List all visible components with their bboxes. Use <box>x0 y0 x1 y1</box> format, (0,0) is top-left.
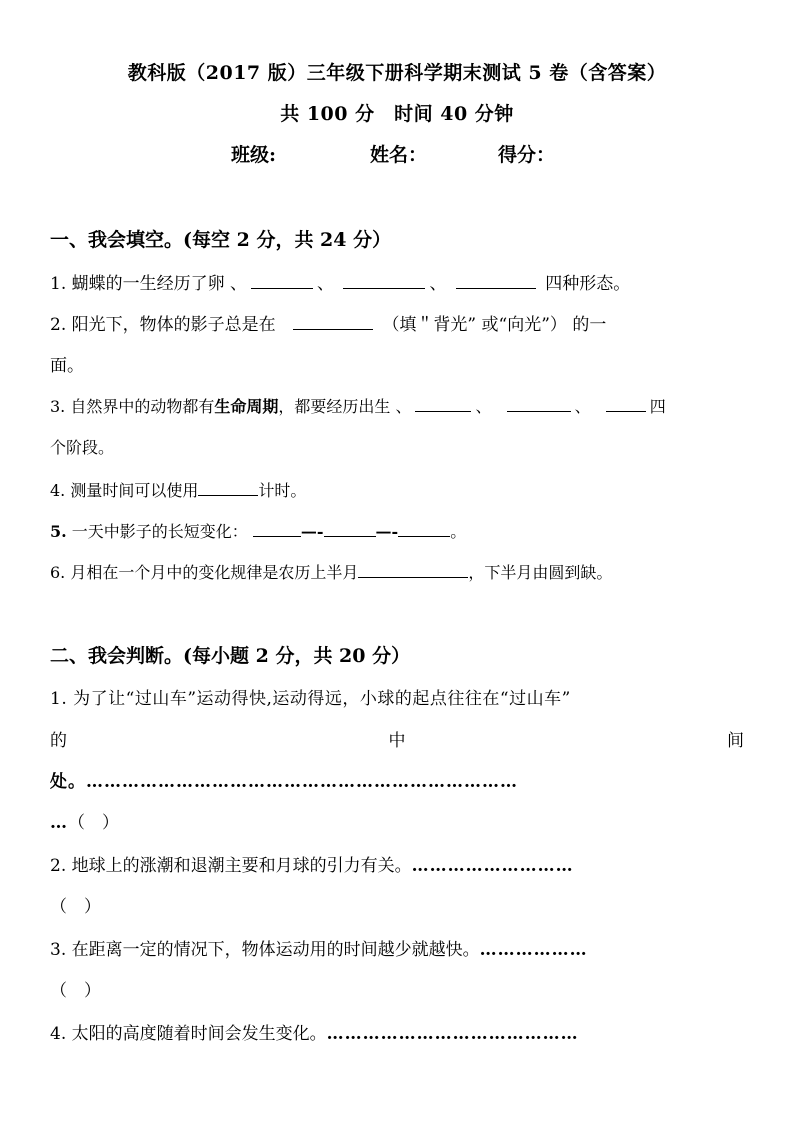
q3-text-e: 四 <box>649 397 666 416</box>
q1-dots-end: … <box>50 813 68 833</box>
judge-question-1-dots <box>50 767 744 792</box>
judge-question-3-answer <box>50 976 744 1001</box>
judge-question-2-answer <box>50 892 744 917</box>
q2-text-a: 2. 阳光下，物体的影子总是在 <box>50 315 276 335</box>
q3-bold-term: 生命周期 <box>214 397 279 416</box>
q3-text-b: ，都要经历出生 、 <box>278 397 412 416</box>
answer-blank[interactable] <box>198 479 258 496</box>
q3-text-c: 、 <box>475 397 492 416</box>
q3-text: 3. 在距离一定的情况下，物体运动用的时间越少就越快。 <box>50 940 480 960</box>
answer-blank[interactable] <box>398 520 450 537</box>
fill-question-1 <box>50 269 630 294</box>
q6-text-a: 6. 月相在一个月中的变化规律是农历上半月 <box>50 563 359 582</box>
judge-question-4 <box>50 1019 744 1044</box>
q1-text-c: 、 <box>429 274 447 294</box>
answer-paren[interactable]: （ ） <box>50 981 101 1001</box>
q5-separator: —- <box>300 522 324 541</box>
q5-number: 5. <box>50 522 67 541</box>
q1-text-d: 四种形态。 <box>545 274 631 294</box>
name-label: 姓名： <box>370 144 428 166</box>
judge-question-2 <box>50 851 744 876</box>
answer-blank[interactable] <box>456 272 536 289</box>
class-label: 班级: <box>231 144 277 166</box>
answer-paren[interactable]: （ ） <box>50 897 101 917</box>
answer-blank[interactable] <box>606 395 646 412</box>
q2-text-b: （填＂背光” 或“向光”） 的一 <box>382 315 607 335</box>
answer-paren[interactable]: （ ） <box>68 813 119 833</box>
judge-question-1-spread <box>50 726 744 751</box>
judge-question-3 <box>50 935 744 960</box>
judge-question-1: 1. 为了让“过山车”运动得快,运动得远，小球的起点往往在“过山车” <box>50 689 571 709</box>
answer-blank[interactable] <box>251 272 313 289</box>
q3-text-a: 3. 自然界中的动物都有 <box>50 397 215 416</box>
q5-separator: —- <box>375 522 399 541</box>
fill-question-6 <box>50 560 612 583</box>
answer-blank[interactable] <box>293 313 373 330</box>
score-label: 得分： <box>498 144 556 166</box>
section2-heading: 二、我会判断。(每小题 2 分，共 20 分） <box>50 645 411 667</box>
fill-question-2-cont: 面。 <box>50 356 84 376</box>
fill-question-3-cont: 个阶段。 <box>50 438 115 457</box>
fill-question-2 <box>50 310 606 335</box>
answer-blank[interactable] <box>358 561 468 578</box>
q3-text-d: 、 <box>574 397 591 416</box>
section1-heading: 一、我会填空。(每空 2 分，共 24 分） <box>50 229 392 251</box>
q1-word-1: 的 <box>50 731 67 751</box>
fill-question-3 <box>50 394 666 417</box>
q1-text-b: 、 <box>317 274 335 294</box>
q1-word-2: 中 <box>388 731 406 751</box>
q1-text-a: 1. 蝴蝶的一生经历了卵 、 <box>50 274 248 294</box>
q5-end: 。 <box>450 522 467 541</box>
q6-text-b: ，下半月由圆到缺。 <box>468 563 613 582</box>
exam-title: 教科版（2017 版）三年级下册科学期末测试 5 卷（含答案） <box>127 62 667 84</box>
q2-text: 2. 地球上的涨潮和退潮主要和月球的引力有关。 <box>50 856 412 876</box>
q4-dots: …………………………………… <box>326 1024 579 1044</box>
fill-question-5 <box>50 519 466 542</box>
q4-text: 4. 太阳的高度随着时间会发生变化。 <box>50 1024 327 1044</box>
q2-dots: ……………………… <box>411 856 574 876</box>
exam-subtitle: 共 100 分 时间 40 分钟 <box>280 103 514 125</box>
answer-blank[interactable] <box>324 520 376 537</box>
q3-dots: ……………… <box>479 940 588 960</box>
answer-blank[interactable] <box>253 520 301 537</box>
answer-blank[interactable] <box>415 395 471 412</box>
fill-question-4 <box>50 478 306 501</box>
answer-blank[interactable] <box>343 272 425 289</box>
q4-text-a: 4. 测量时间可以使用 <box>50 481 199 500</box>
q4-text-b: 计时。 <box>258 481 307 500</box>
q5-text: 一天中影子的长短变化： <box>71 522 248 541</box>
answer-blank[interactable] <box>507 395 571 412</box>
q1-word-3: 间 <box>727 731 744 751</box>
q1-dots: 处。……………………………………………………………… <box>50 772 518 792</box>
judge-question-1-answer <box>50 808 744 833</box>
